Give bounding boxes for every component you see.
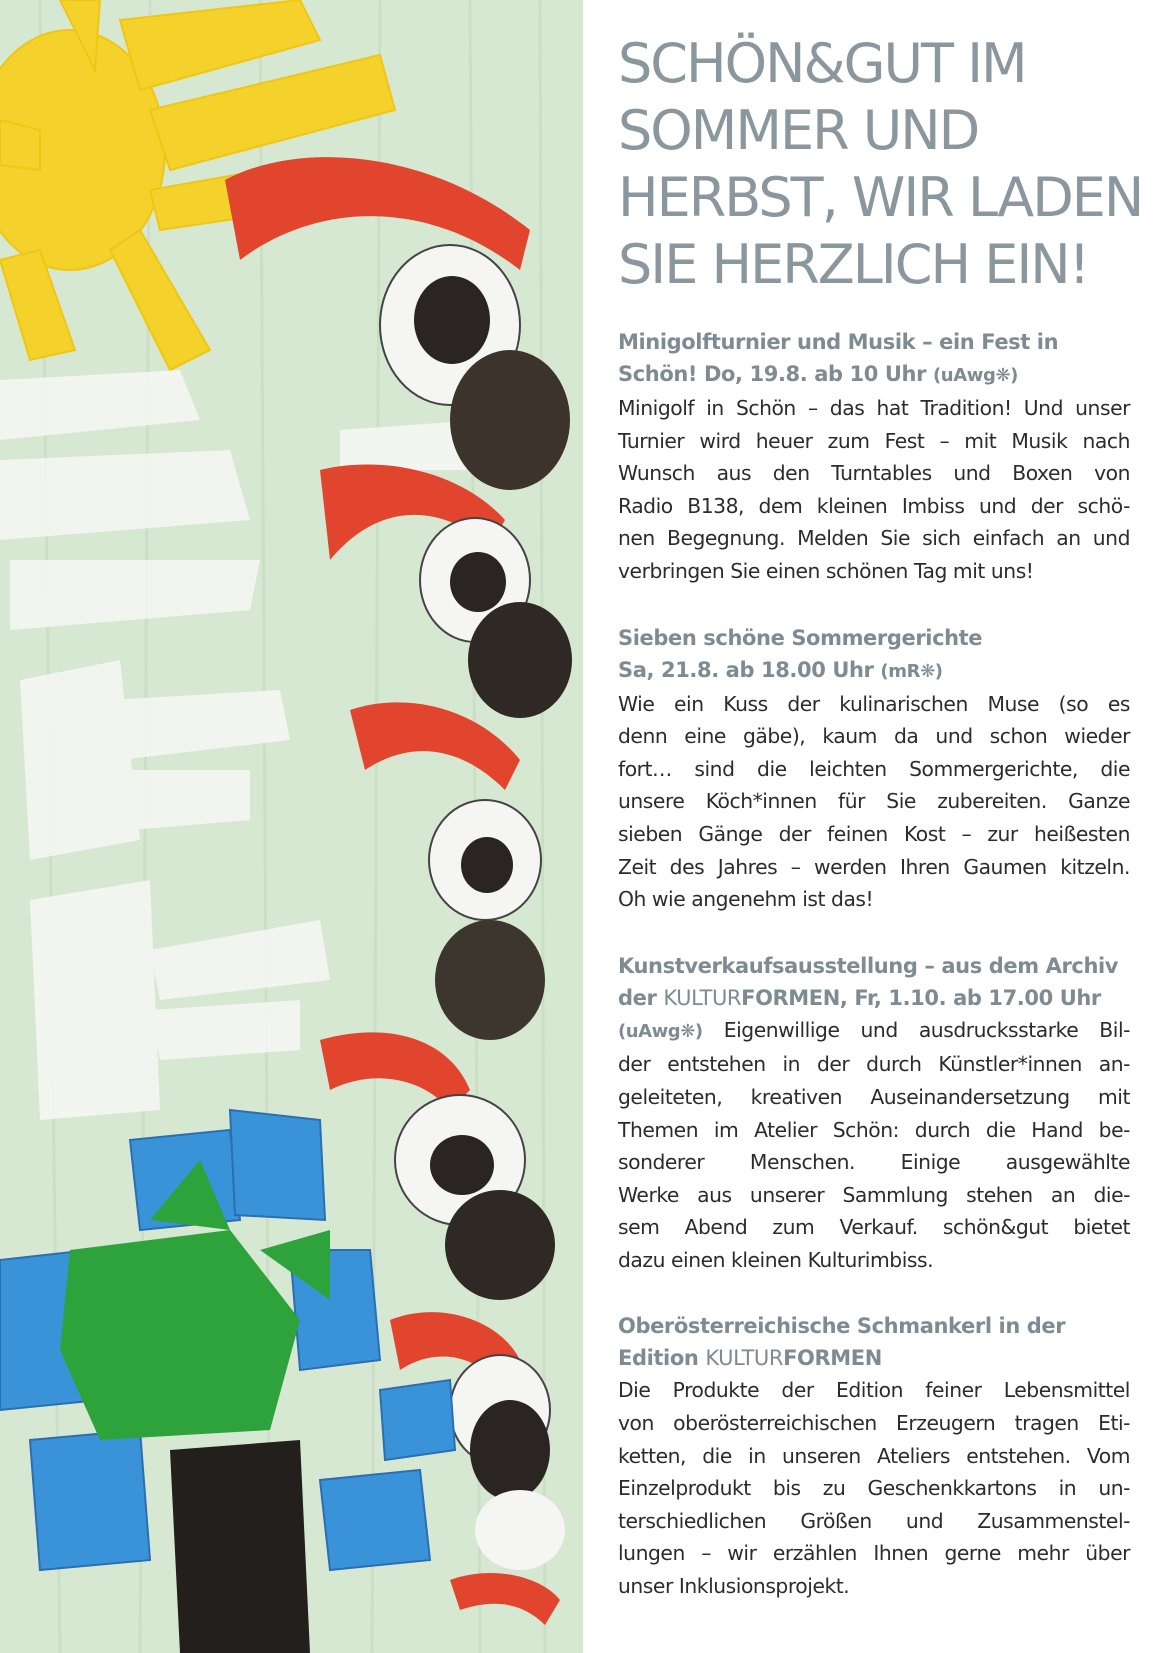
body-line: unser Inklusionsprojekt. (618, 1574, 850, 1599)
page-headline (618, 30, 1143, 298)
body-line: der entstehen in der durch Künstler*innen an- (618, 1052, 1130, 1077)
headline-line: HERBST, WIR LADEN (618, 166, 1143, 229)
brand-kultur: KULTUR (705, 1346, 784, 1371)
event-kunstverkauf (618, 950, 1130, 1277)
brand-formen: FORMEN (741, 985, 840, 1010)
body-line: Werke aus unserer Sammlung stehen an die- (618, 1182, 1130, 1207)
body-line (618, 1014, 1130, 1049)
event-description (618, 688, 1130, 916)
brand-formen: FORMEN (783, 1346, 882, 1371)
body-line: Minigolf in Schön – das hat Tradition! Und unser (618, 396, 1130, 420)
body-line: Turnier wird heuer zum Fest – mit Musik nach (618, 428, 1130, 453)
event-title-line: Schön! Do, 19.8. ab 10 Uhr (618, 362, 927, 386)
headline-line: SOMMER UND (618, 99, 979, 162)
body-line: denn eine gäbe), kaum da und schon wieder (618, 724, 1130, 749)
event-title-line: Minigolfturnier und Musik – ein Fest in (618, 330, 1059, 354)
body-line: nen Begegnung. Melden Sie sich einfach an und (618, 526, 1130, 551)
body-line: Radio B138, dem kleinen Imbiss und der schö- (618, 493, 1130, 518)
body-line: verbringen Sie einen schönen Tag mit uns! (618, 558, 1034, 583)
body-line: Einzelprodukt bis zu Geschenkkartons in un- (618, 1476, 1130, 1501)
event-minigolf (618, 326, 1130, 588)
headline-line: SCHÖN&GUT IM (618, 32, 1026, 95)
painting-illustration (0, 0, 583, 1653)
event-title-line: Sa, 21.8. ab 18.00 Uhr (618, 657, 874, 682)
reservation-tag: (mR❋) (880, 660, 943, 682)
body-line: sonderer Menschen. Einige ausgewählte (618, 1150, 1130, 1175)
body-line: Oh wie angenehm ist das! (618, 887, 874, 912)
event-title-line: Kunstverkaufsausstellung – aus dem Archiv (618, 953, 1119, 978)
event-title-line: Oberösterreichische Schmankerl in der (618, 1314, 1066, 1339)
body-line: fort… sind die leichten Sommergerichte, die (618, 756, 1130, 781)
body-line: von oberösterreichischen Erzeugern tragen Eti- (618, 1411, 1130, 1436)
event-title (618, 1310, 1130, 1374)
event-title (618, 622, 1130, 688)
body-line: sieben Gänge der feinen Kost – zur heißesten (618, 821, 1130, 846)
event-title-part: der (618, 985, 664, 1010)
body-line: ketten, die in unseren Ateliers entstehen. Vom (618, 1443, 1130, 1468)
event-sommergerichte (618, 622, 1130, 916)
event-description (618, 1014, 1130, 1277)
event-description (618, 1374, 1130, 1602)
body-line: Wie ein Kuss der kulinarischen Muse (so es (618, 691, 1130, 716)
body-line: terschiedlichen Größen und Zusammenstel- (618, 1508, 1130, 1533)
body-first-text: Eigenwillige und ausdrucksstarke Bil- (723, 1017, 1131, 1042)
event-schmankerl (618, 1310, 1130, 1602)
brand-kultur: KULTUR (663, 985, 742, 1010)
event-date: , Fr, 1.10. ab 17.00 Uhr (839, 985, 1101, 1010)
body-line: lungen – wir erzählen Ihnen gerne mehr über (618, 1541, 1130, 1566)
body-line: Wunsch aus den Turntables und Boxen von (618, 461, 1130, 486)
event-title (618, 326, 1130, 392)
rsvp-tag: (uAwg❋) (932, 365, 1018, 386)
event-title-part: Edition (618, 1346, 706, 1371)
text-column (618, 30, 1143, 1637)
event-title-line: Sieben schöne Sommergerichte (618, 625, 983, 650)
body-line: Die Produkte der Edition feiner Lebensmittel (618, 1378, 1130, 1403)
body-line: Zeit des Jahres – werden Ihren Gaumen kitzeln. (618, 854, 1130, 879)
rsvp-tag: (uAwg❋) (618, 1020, 703, 1042)
headline-line: SIE HERZLICH EIN! (618, 233, 1089, 296)
event-title (618, 950, 1130, 1014)
event-description (618, 392, 1130, 588)
body-line: dazu einen kleinen Kulturimbiss. (618, 1247, 934, 1272)
body-line: sem Abend zum Verkauf. schön&gut bietet (618, 1215, 1130, 1240)
body-line: unsere Köch*innen für Sie zubereiten. Ganze (618, 789, 1130, 814)
body-line: Themen im Atelier Schön: durch die Hand be- (618, 1117, 1130, 1142)
body-line: geleiteten, kreativen Auseinandersetzung mit (618, 1084, 1130, 1109)
